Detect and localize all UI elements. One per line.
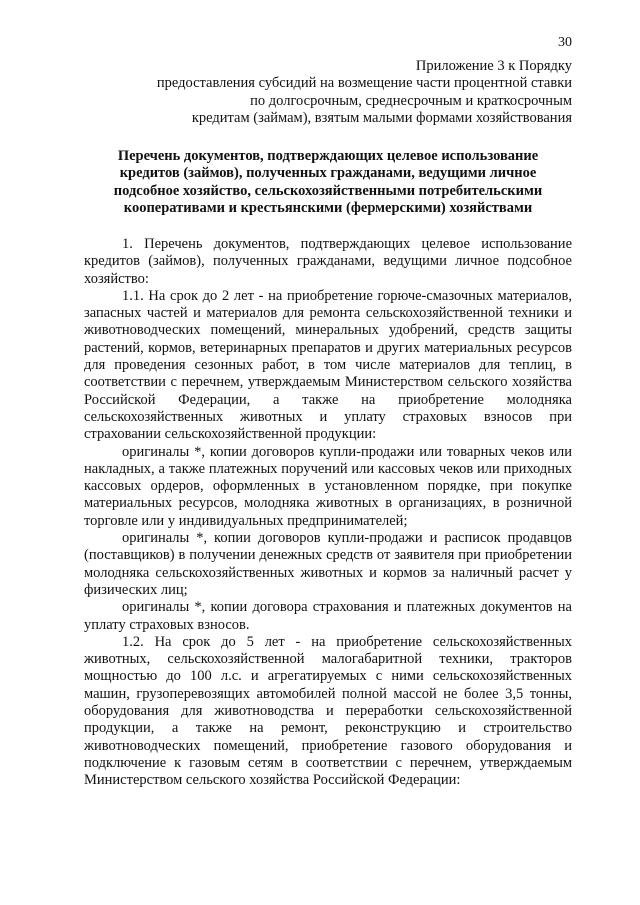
appendix-header (84, 58, 572, 128)
appendix-line: предоставления субсидий на возмещение части процентной ставки (156, 75, 572, 92)
appendix-line: кредитам (займам), взятым малыми формами хозяйствования (191, 110, 572, 127)
title-line: кредитов (займов), полученных гражданами, ведущими личное (119, 165, 537, 182)
page-number: 30 (558, 35, 572, 50)
title-line: подсобное хозяйство, сельскохозяйственными потребительскими (113, 182, 543, 199)
document-title (84, 148, 572, 218)
paragraph-originals-receipts: оригиналы *, копии договоров купли-продажи и расписок продавцов (поставщиков) в получении денежных средств от заявителя при приобретении молодняка сельскохозяйственных животных и кормов за наличный расчет у физических лиц; (84, 530, 572, 598)
document-body (84, 236, 572, 790)
paragraph-originals-purchase: оригиналы *, копии договоров купли-продажи или товарных чеков или накладных, а также платежных поручений или кассовых чеков или приходных кассовых ордеров, оформленных в установленном порядке, при покупке материальных ресурсов, молодняка животных в организациях, в розничной торговле или у индивидуальных предпринимателей; (84, 443, 572, 529)
paragraph-section-1: 1. Перечень документов, подтверждающих целевое использование кредитов (займов), полученных гражданами, ведущими личное подсобное хозяйство: (84, 236, 572, 287)
paragraph-section-1-2: 1.2. На срок до 5 лет - на приобретение сельскохозяйственных животных, сельскохозяйственной малогабаритной техники, тракторов мощностью до 100 л.с. и агрегатируемых с ними сельскохозяйственных машин, грузоперевозящих автомобилей полной массой не более 3,5 тонны, оборудования для животноводства и переработки сельскохозяйственной продукции, а также на ремонт, реконструкцию и строительство животноводческих помещений, приобретение газового оборудования и подключение к газовым сетям в соответствии с перечнем, утверждаемым Министерством сельского хозяйства Российской Федерации: (84, 633, 572, 789)
appendix-line: по долгосрочным, среднесрочным и краткосрочным (250, 92, 572, 109)
title-line: Перечень документов, подтверждающих целевое использование (117, 147, 539, 164)
title-line: кооперативами и крестьянскими (фермерскими) хозяйствами (123, 200, 533, 217)
paragraph-originals-insurance: оригиналы *, копии договора страхования и платежных документов на уплату страховых взносов. (84, 599, 572, 633)
paragraph-section-1-1: 1.1. На срок до 2 лет - на приобретение горюче-смазочных материалов, запасных частей и материалов для ремонта сельскохозяйственной техники и животноводческих помещений, минеральных удобрений, средств защиты растений, кормов, ветеринарных препаратов и других материальных ресурсов для проведения сезонных работ, в том числе материалов для теплиц, в соответствии с перечнем, утверждаемым Министерством сельского хозяйства Российской Федерации, а также на приобретение молодняка сельскохозяйственных животных и уплату страховых взносов при страховании сельскохозяйственной продукции: (84, 287, 572, 443)
appendix-line: Приложение 3 к Порядку (415, 58, 572, 74)
document-page (84, 34, 572, 790)
